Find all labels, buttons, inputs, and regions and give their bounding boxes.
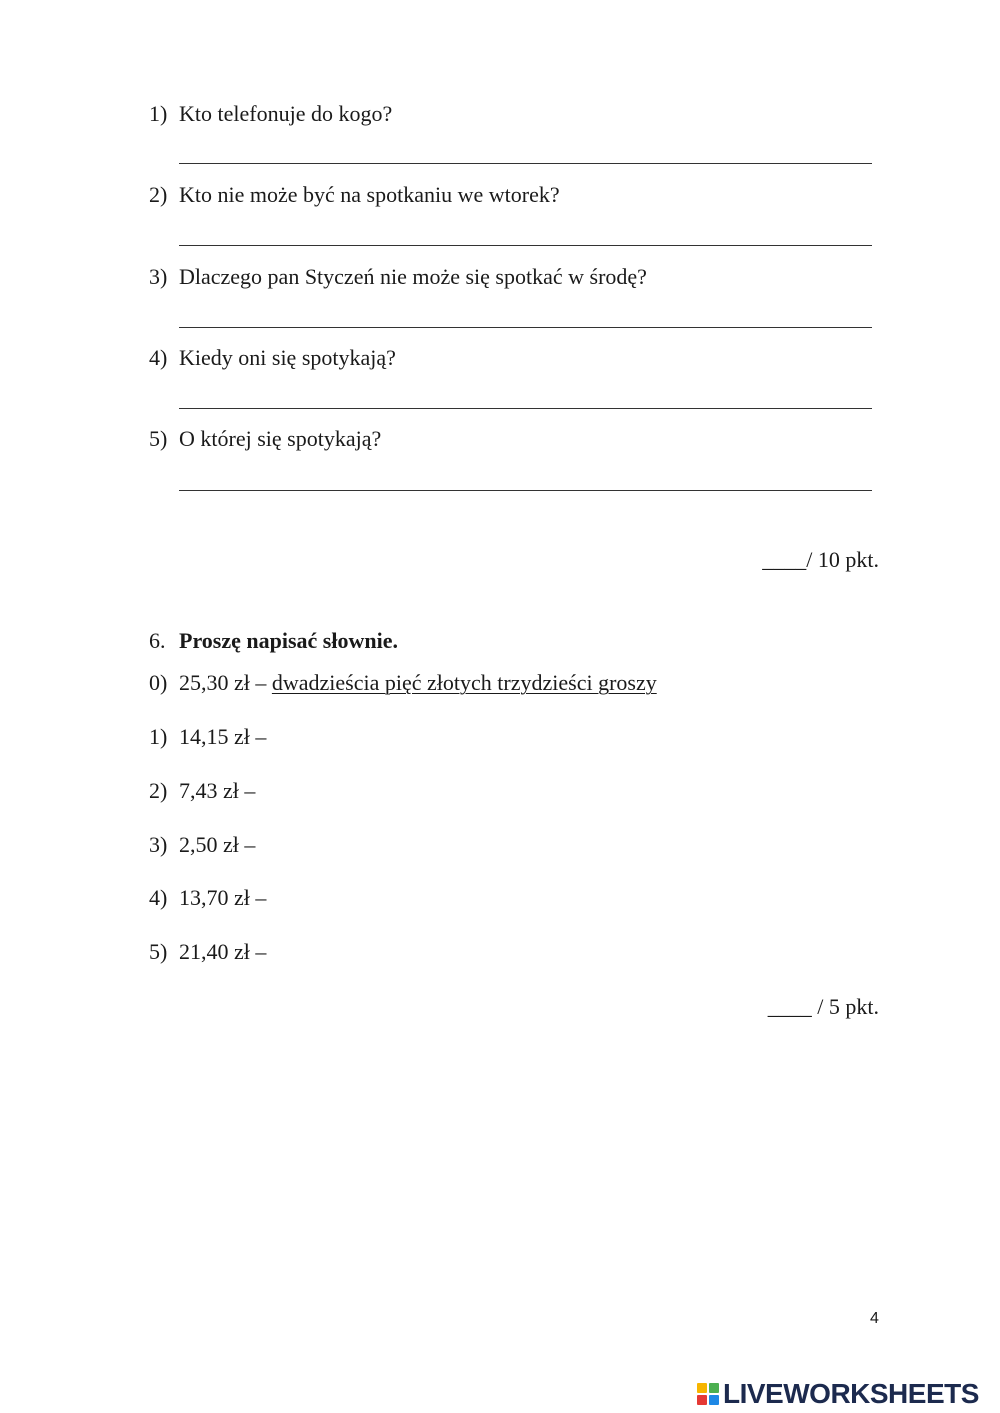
item-3-amount: 2,50 zł – — [179, 832, 256, 857]
liveworksheets-logo — [697, 1379, 979, 1409]
example-answer: dwadzieścia pięć złotych trzydzieści groszy — [271, 670, 657, 695]
question-1-answer-line[interactable] — [179, 163, 872, 164]
example-number: 0) — [149, 670, 168, 695]
question-4-text: Kiedy oni się spotykają? — [179, 345, 396, 370]
questions-score: ____/ 10 pkt. — [762, 547, 879, 572]
item-4-number: 4) — [149, 885, 168, 910]
example-amount: 25,30 zł – — [179, 670, 267, 695]
logo-square-2 — [709, 1383, 719, 1393]
question-1-text: Kto telefonuje do kogo? — [179, 101, 393, 126]
question-2-text: Kto nie może być na spotkaniu we wtorek? — [179, 182, 560, 207]
example-row — [179, 670, 657, 696]
page-number: 4 — [870, 1310, 879, 1327]
item-1-number: 1) — [149, 724, 168, 749]
question-5-answer-line[interactable] — [179, 490, 872, 491]
question-4-number: 4) — [149, 345, 168, 370]
question-5-number: 5) — [149, 426, 168, 451]
logo-square-4 — [709, 1395, 719, 1405]
item-5-number: 5) — [149, 939, 168, 964]
question-2-answer-line[interactable] — [179, 245, 872, 246]
logo-text: LIVEWORKSHEETS — [723, 1378, 979, 1409]
item-2-amount: 7,43 zł – — [179, 778, 256, 803]
question-3-number: 3) — [149, 264, 168, 289]
logo-square-1 — [697, 1383, 707, 1393]
item-5-amount: 21,40 zł – — [179, 939, 267, 964]
item-4-amount: 13,70 zł – — [179, 885, 267, 910]
question-1-number: 1) — [149, 101, 168, 126]
exercise-6-number: 6. — [149, 628, 166, 653]
question-5-text: O której się spotykają? — [179, 426, 382, 451]
logo-square-3 — [697, 1395, 707, 1405]
question-3-text: Dlaczego pan Styczeń nie może się spotkać w środę? — [179, 264, 647, 289]
question-2-number: 2) — [149, 182, 168, 207]
exercise-6-score: ____ / 5 pkt. — [767, 994, 879, 1019]
question-3-answer-line[interactable] — [179, 327, 872, 328]
logo-squares-icon — [697, 1383, 719, 1405]
item-3-number: 3) — [149, 832, 168, 857]
item-2-number: 2) — [149, 778, 168, 803]
exercise-6-title: Proszę napisać słownie. — [179, 628, 398, 653]
item-1-amount: 14,15 zł – — [179, 724, 267, 749]
question-4-answer-line[interactable] — [179, 408, 872, 409]
